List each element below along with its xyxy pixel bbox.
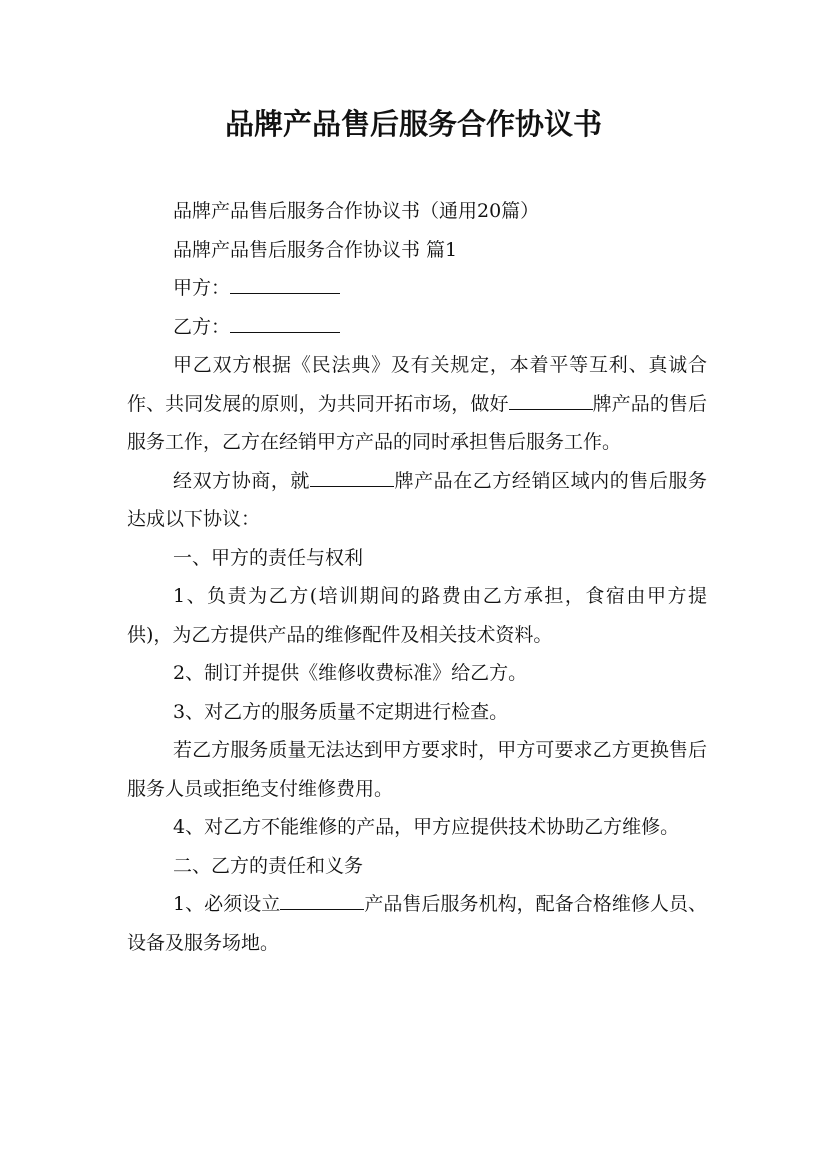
document-title: 品牌产品售后服务合作协议书 (224, 107, 602, 141)
party-a-line (127, 269, 707, 308)
party-a-label: 甲方： (173, 277, 231, 299)
agreement-text-a: 经双方协商，就 (173, 469, 310, 492)
party-a-blank (230, 275, 340, 294)
paragraph-agreement (127, 462, 707, 539)
intro-text-a: 甲乙双方根据《民法典》及有关规定，本着平等互利、真诚合作、共同发展的原则，为共同开拓市场，做好 (127, 354, 707, 415)
party-b-blank (230, 314, 340, 333)
clause-a-4: 4、对乙方不能维修的产品，甲方应提供技术协助乙方维修。 (173, 816, 680, 838)
heading-party-b-duties: 二、乙方的责任和义务 (173, 854, 364, 877)
clause-b-1 (127, 885, 707, 962)
paragraph-intro (127, 346, 707, 462)
clause-a-3: 3、对乙方的服务质量不定期进行检查。 (173, 700, 509, 723)
brand-blank-1 (509, 391, 593, 410)
clause-b-1-text-a: 1、必须设立 (173, 893, 281, 915)
heading-party-a-duties: 一、甲方的责任与权利 (173, 546, 364, 569)
agreement-text-b: 牌产品在乙方经销区域内的售后服务达成以下协议： (127, 469, 707, 530)
clause-a-2: 2、制订并提供《维修收费标准》给乙方。 (173, 662, 528, 684)
paragraph-subtitle: 品牌产品售后服务合作协议书（通用20篇） (173, 200, 540, 222)
clause-b-1-text-b: 产品售后服务机构，配备合格维修人员、设备及服务场地。 (127, 893, 707, 954)
party-b-line (127, 308, 707, 347)
paragraph-section-heading: 品牌产品售后服务合作协议书 篇1 (173, 238, 458, 261)
clause-a-3-note: 若乙方服务质量无法达到甲方要求时，甲方可要求乙方更换售后服务人员或拒绝支付维修费用。 (127, 739, 707, 800)
brand-blank-2 (310, 468, 394, 487)
service-blank (280, 891, 364, 910)
clause-a-1: 1、负责为乙方(培训期间的路费由乙方承担，食宿由甲方提供)，为乙方提供产品的维修配件及相关技术资料。 (127, 585, 707, 646)
party-b-label: 乙方： (173, 315, 231, 338)
intro-text-b: 牌产品的售后服务工作，乙方在经销甲方产品的同时承担售后服务工作。 (127, 392, 707, 453)
document-body (127, 192, 707, 962)
